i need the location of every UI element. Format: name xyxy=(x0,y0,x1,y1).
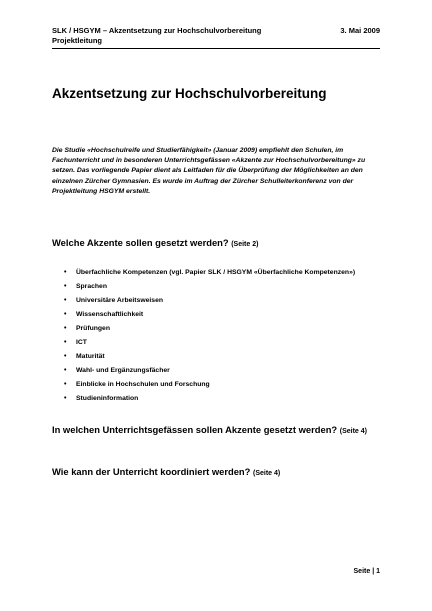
list-item xyxy=(64,336,355,350)
list-item xyxy=(64,308,355,322)
bullet-icon: • xyxy=(64,283,67,290)
list-item xyxy=(64,322,355,336)
bullet-icon: • xyxy=(64,325,67,332)
list-item-text: Wissenschaftlichkeit xyxy=(76,311,144,318)
list-item xyxy=(64,364,355,378)
list-item-text: Wahl- und Ergänzungsfächer xyxy=(76,367,170,374)
section-heading-unterrichtsgefaesse xyxy=(52,424,367,435)
bullet-icon: • xyxy=(64,311,67,318)
list-item-text: Prüfungen xyxy=(76,325,110,332)
list-item-text: Studieninformation xyxy=(76,395,139,402)
section-page-ref: (Seite 2) xyxy=(231,241,259,248)
bullet-icon: • xyxy=(64,297,67,304)
akzente-list xyxy=(64,266,355,406)
list-item-text: Sprachen xyxy=(76,283,107,290)
page-number-footer: Seite | 1 xyxy=(353,568,380,575)
section-heading-text: In welchen Unterrichtsgefässen sollen Akzente gesetzt werden? xyxy=(52,424,338,435)
bullet-icon: • xyxy=(64,367,67,374)
bullet-icon: • xyxy=(64,339,67,346)
header-author: Projektleitung xyxy=(52,36,103,45)
document-title: Akzentsetzung zur Hochschulvorbereitung xyxy=(52,86,327,101)
list-item xyxy=(64,280,355,294)
section-heading-text: Wie kann der Unterricht koordiniert werden? xyxy=(52,466,251,477)
section-heading-text: Welche Akzente sollen gesetzt werden? xyxy=(52,237,229,248)
header-rule xyxy=(52,48,380,49)
list-item xyxy=(64,392,355,406)
section-heading-koordination xyxy=(52,466,280,477)
section-page-ref: (Seite 4) xyxy=(339,428,367,435)
section-page-ref: (Seite 4) xyxy=(253,470,281,477)
bullet-icon: • xyxy=(64,381,67,388)
list-item xyxy=(64,378,355,392)
bullet-icon: • xyxy=(64,269,67,276)
header-date: 3. Mai 2009 xyxy=(340,26,380,35)
list-item xyxy=(64,266,355,280)
list-item-text: Überfachliche Kompetenzen (vgl. Papier SLK / HSGYM «Überfachliche Kompetenzen») xyxy=(76,269,356,276)
bullet-icon: • xyxy=(64,353,67,360)
header-document-title: SLK / HSGYM – Akzentsetzung zur Hochschulvorbereitung xyxy=(52,26,262,35)
list-item-text: Maturität xyxy=(76,353,105,360)
list-item-text: Universitäre Arbeitsweisen xyxy=(76,297,164,304)
section-heading-akzente xyxy=(52,237,258,248)
list-item-text: ICT xyxy=(76,339,87,346)
list-item xyxy=(64,294,355,308)
bullet-icon: • xyxy=(64,395,67,402)
list-item xyxy=(64,350,355,364)
list-item-text: Einblicke in Hochschulen und Forschung xyxy=(76,381,210,388)
intro-paragraph: Die Studie «Hochschulreife und Studierfähigkeit» (Januar 2009) empfiehlt den Schulen, im Fachunterricht und in besonderen Unterrichtsgefässen «Akzente zur Hochschulvorbereitung» zu setzen. Das vorliegende Papier dient als Leitfaden für die Überprüfung der Möglichkeiten an den einzelnen Zürcher Gymnasien. Es wurde im Auftrag der Zürcher Schulleiterkonferenz von der Projektleitung HSGYM erstellt. xyxy=(52,147,366,195)
